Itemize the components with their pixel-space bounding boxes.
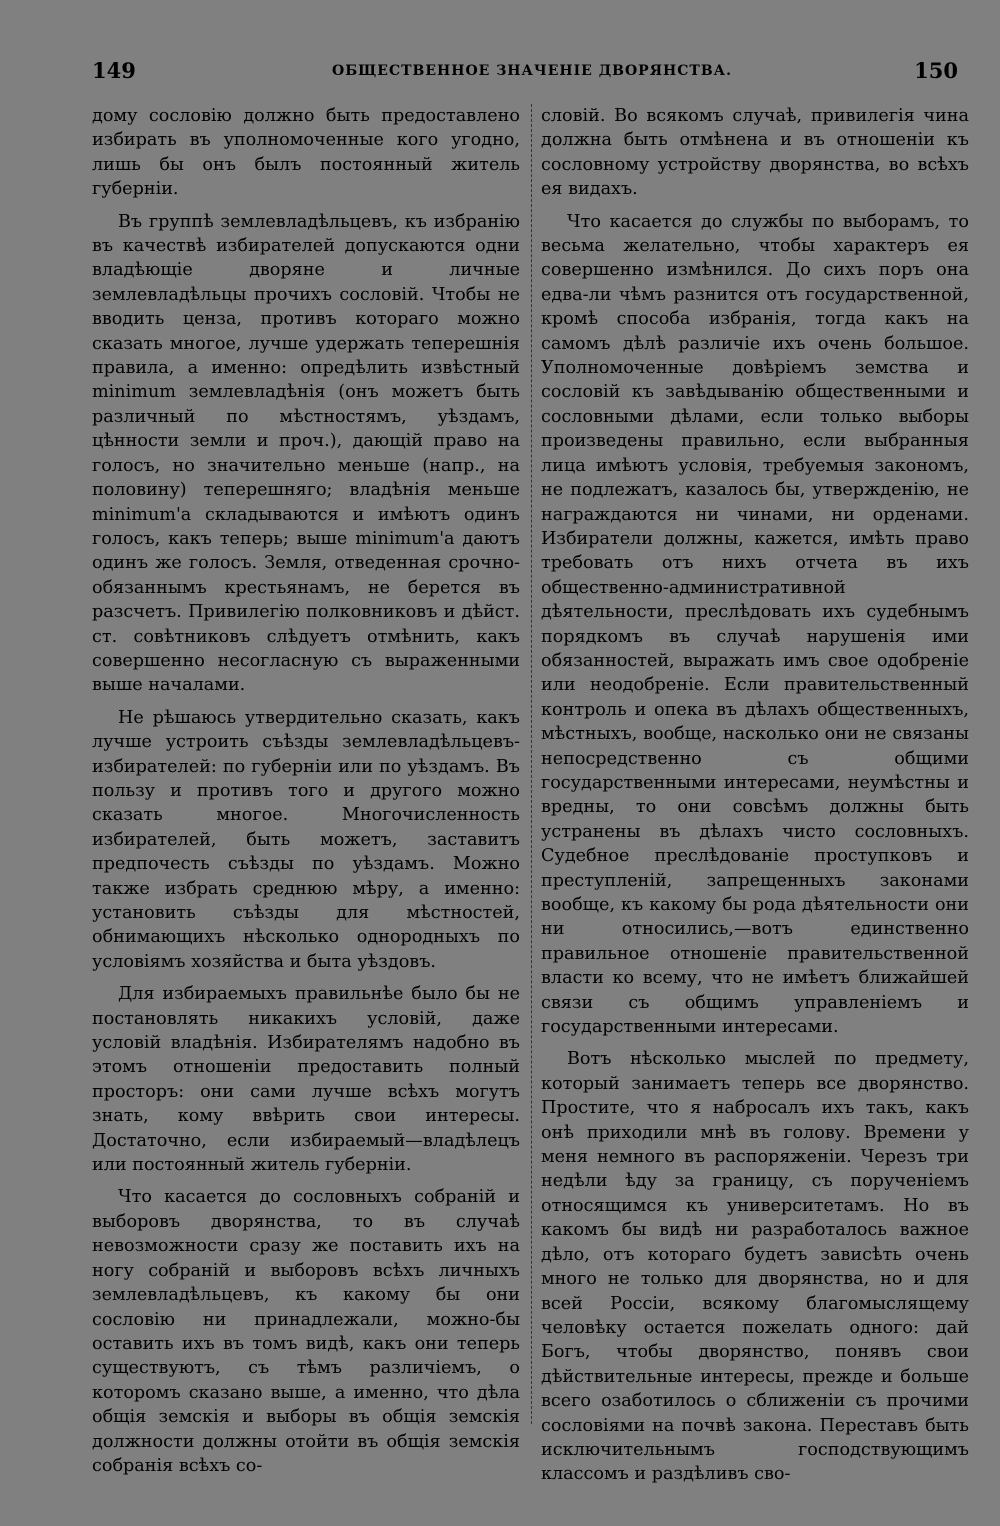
column-divider: [531, 104, 532, 1424]
running-title: ОБЩЕСТВЕННОЕ ЗНАЧЕНІЕ ДВОРЯНСТВА.: [332, 63, 732, 79]
paragraph: Что касается до службы по выборамъ, то весьма желательно, чтобы характеръ ея совершенно измѣнился. До сихъ поръ она едва-ли чѣмъ разнится отъ государственной, кромѣ способа избранія, тогда какъ на самомъ дѣлѣ различіе ихъ очень большое. Уполномоченные довѣріемъ земства и сословій къ завѣдыванію общественными и сословными дѣлами, если только выборы произведены правильно, если выбранныя лица имѣютъ условія, требуемыя закономъ, не подлежатъ, казалось бы, утвержденію, не награждаются ни чинами, ни орденами. Избиратели должны, кажется, имѣть право требовать отъ нихъ отчета въ ихъ общественно-административной дѣятельности, преслѣдовать ихъ судебнымъ порядкомъ въ случаѣ нарушенія ими обязанностей, выражать имъ свое одобреніе или неодобреніе. Если правительственный контроль и опека въ дѣлахъ общественныхъ, мѣстныхъ, вообще, насколько они не связаны непосредственно съ общими государственными интересами, неумѣстны и вредны, то они совсѣмъ должны быть устранены въ дѣлахъ чисто сословныхъ. Судебное преслѣдованіе проступковъ и преступленій, запрещенныхъ законами вообще, къ какому бы рода дѣятельности они ни относились,—вотъ единственно правильное отношеніе правительственной власти ко всему, что не имѣетъ ближайшей связи съ общимъ управленіемъ и государственными интересами.: [541, 211, 969, 1038]
paragraph: Въ группѣ землевладѣльцевъ, къ избранію въ качествѣ избирателей допускаются одни владѣющіе дворяне и личные землевладѣльцы прочихъ сословій. Чтобы не вводить ценза, противъ котораго можно сказать многое, лучше удержать теперешнія правила, а именно: опредѣлить извѣстный minimum землевладѣнія (онъ можетъ быть различный по мѣстностямъ, уѣздамъ, цѣнности земли и проч.), дающій право на голосъ, но значительно меньше (напр., на половину) теперешняго; владѣнія меньше minimum'а складываются и имѣютъ одинъ голосъ, какъ теперь; выше minimum'а даютъ одинъ же голосъ. Земля, отведенная срочно-обязаннымъ крестьянамъ, не берется въ разсчетъ. Привилегію полковниковъ и дѣйст. ст. совѣтниковъ слѣдуетъ отмѣнить, какъ совершенно несогласную съ выраженными выше началами.: [92, 211, 520, 696]
paragraph: дому сословію должно быть предоставлено избирать въ уполномоченные кого угодно, лишь бы онъ былъ постоянный житель губерніи.: [92, 106, 520, 200]
left-page-number: 149: [92, 58, 136, 83]
left-column: [92, 104, 520, 1476]
paragraph: словій. Во всякомъ случаѣ, привилегія чина должна быть отмѣнена и въ отношеніи къ сословному устройству дворянства, во всѣхъ ея видахъ.: [541, 106, 969, 200]
paragraph: Что касается до сословныхъ собраній и выборовъ дворянства, то въ случаѣ невозможности сразу же поставить ихъ на ногу собраній и выборовъ всѣхъ личныхъ землевладѣльцевъ, къ какому бы они сословію ни принадлежали, можно-бы оставить ихъ въ томъ видѣ, какъ они теперь существуютъ, съ тѣмъ различіемъ, о которомъ сказано выше, а именно, что дѣла общія земскія и выборы въ общія земскія должности должны отойти въ общія земскія собранія всѣхъ со-: [92, 1187, 520, 1476]
paragraph: Не рѣшаюсь утвердительно сказать, какъ лучше устроить съѣзды землевладѣльцевъ-избирателей: по губерніи или по уѣздамъ. Въ пользу и противъ того и другого можно сказать многое. Многочисленность избирателей, быть можетъ, заставитъ предпочесть съѣзды по уѣздамъ. Можно также избрать среднюю мѣру, а именно: установить съѣзды для мѣстностей, обнимающихъ нѣсколько однородныхъ по условіямъ хозяйства и быта уѣздовъ.: [92, 707, 520, 972]
right-page-number: 150: [914, 58, 958, 83]
paragraph: Для избираемыхъ правильнѣе было бы не постановлять никакихъ условій, даже условій владѣнія. Избирателямъ надобно въ этомъ отношеніи предоставить полный просторъ: они сами лучше всѣхъ могутъ знать, кому ввѣрить свои интересы. Достаточно, если избираемый—владѣлецъ или постоянный житель губерніи.: [92, 984, 520, 1176]
paragraph: Вотъ нѣсколько мыслей по предмету, который занимаетъ теперь все дворянство. Простите, что я набросалъ ихъ такъ, какъ онѣ приходили мнѣ въ голову. Времени у меня немного въ распоряженіи. Черезъ три недѣли ѣду за границу, съ порученіемъ относящимся къ университетамъ. Но въ какомъ бы видѣ ни разработалось важное дѣло, отъ котораго будетъ зависѣть очень много не только для дворянства, но и для всей Россіи, всякому благомыслящему человѣку остается пожелать одного: дай Богъ, чтобы дворянство, понявъ свои дѣйствительные интересы, прежде и больше всего озаботилось о сближеніи съ прочими сословіями на почвѣ закона. Переставъ быть исключительнымъ господствующимъ классомъ и раздѣливъ сво-: [541, 1049, 969, 1485]
page-header: [92, 58, 972, 84]
right-column: [541, 104, 969, 1485]
